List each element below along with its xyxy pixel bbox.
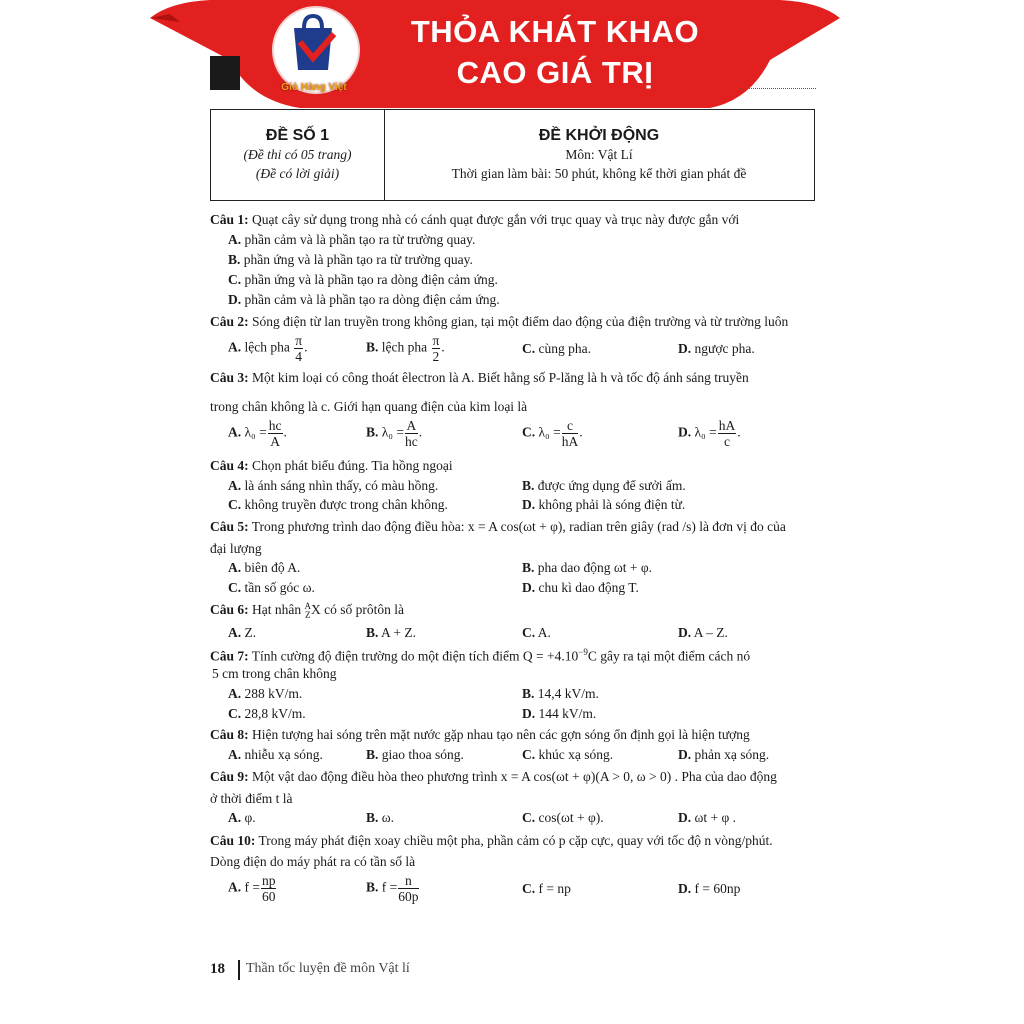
question-3-line2: trong chân không là c. Giới hạn quang điện của kim loại là [210,399,528,414]
q7-option-d: D. 144 kV/m. [522,706,597,721]
exam-subject: Môn: Vật Lí [565,147,633,162]
q2-option-a: A. lệch pha $\frac{\pi}{4}$ . [228,333,308,364]
q1-option-c: C. phần ứng và là phần tạo ra dòng điện cảm ứng. [228,272,498,287]
question-7: Câu 7: Tính cường độ điện trường do một điện tích điểm $Q = +4.10^{-9}C$ gây ra tại một điểm cách nó [210,647,751,664]
q4-option-d: D. không phải là sóng điện từ. [522,497,686,512]
q10-option-c: C. f = np [522,881,571,896]
q3-option-b: B. λ₀ = $\frac{A}{hc}$ . [366,418,423,449]
banner-slogan-line2: CAO GIÁ TRỊ [456,55,654,90]
q8-option-b: B. giao thoa sóng. [366,747,464,762]
fraction: $\frac{A}{hc}$ [405,418,418,449]
q6-option-b: B. A + Z. [366,625,417,640]
fraction: $\frac{n}{60p}$ [398,873,419,904]
q7-option-c: C. 28,8 kV/m. [228,706,306,721]
q3-option-c: C. λ₀ = $\frac{c}{hA}$ . [522,418,583,449]
q4-option-a: A. là ánh sáng nhìn thấy, có màu hồng. [228,478,439,493]
question-7-line2: 5 cm trong chân không [212,666,337,681]
fraction: $\frac{np}{60}$ [261,873,276,904]
q8-option-c: C. khúc xạ sóng. [522,747,614,762]
q3-option-d: D. λ₀ = $\frac{hA}{c}$ . [678,418,741,449]
q9-option-b: B. ω. [366,810,395,825]
q7-option-b: B. 14,4 kV/m. [522,686,599,701]
exam-title: ĐỀ KHỞI ĐỘNG [538,127,660,144]
dotted-divider [740,88,816,89]
fraction: $\frac{hA}{c}$ [718,418,736,449]
q2-option-d: D. ngược pha. [678,341,755,356]
q5-option-a: A. biên độ A. [228,560,301,575]
q4-option-c: C. không truyền được trong chân không. [228,497,448,512]
q10-option-d: D. f = 60np [678,881,741,896]
question-9: Câu 9: Một vật dao động điều hòa theo phương trình x = A cos(ωt + φ)(A > 0, ω > 0) . Pha của dao động [210,769,777,784]
q5-option-b: B. pha dao động ωt + φ. [522,560,653,575]
q9-option-a: A. φ. [228,810,256,825]
exam-header-right [384,110,814,200]
q5-option-d: D. chu kì dao động T. [522,580,639,595]
exam-time: Thời gian làm bài: 50 phút, không kể thời gian phát đề [451,166,747,181]
q5-option-c: C. tần số góc ω. [228,580,315,595]
fraction: $\frac{\pi}{2}$ [432,333,440,364]
question-label: Câu 1: [210,212,249,227]
logo-text: Giỏ Hàng Việt [281,82,347,93]
q8-option-d: D. phản xạ sóng. [678,747,770,762]
q6-option-c: C. A. [522,625,551,640]
q9-option-c: C. cos(ωt + φ). [522,810,604,825]
q9-option-d: D. ωt + φ . [678,810,737,825]
fraction: $\frac{\pi}{4}$ [295,333,303,364]
question-8: Câu 8: Hiện tượng hai sóng trên mặt nước gặp nhau tạo nên các gợn sóng ổn định gọi là hiện tượng [210,727,750,742]
question-5-line2: đại lượng [210,541,262,556]
q6-option-d: D. A – Z. [678,625,728,640]
question-4: Câu 4: Chọn phát biểu đúng. Tia hồng ngoại [210,458,453,473]
exam-header [210,109,815,201]
question-6: Câu 6: Hạt nhân A Z X có số prôtôn là [210,601,404,620]
fraction: $\frac{c}{hA}$ [561,418,579,449]
question-9-line2: ở thời điểm t là [210,791,293,806]
q8-option-a: A. nhiễu xạ sóng. [228,747,323,762]
footer-divider [238,960,240,980]
q6-option-a: A. Z. [228,625,257,640]
q1-option-a: A. phần cảm và là phần tạo ra từ trường quay. [228,232,476,247]
question-3: Câu 3: Một kim loại có công thoát êlectron là A. Biết hằng số P-lăng là h và tốc độ ánh sáng truyền [210,370,749,385]
fraction: $\frac{hc}{A}$ [268,418,282,449]
q2-option-b: B. lệch pha $\frac{\pi}{2}$ . [366,333,445,364]
page-number: 18 [210,961,225,977]
exam-pages-note: (Đề thi có 05 trang) [243,147,352,162]
nucleus-indices: A Z [304,601,311,620]
exam-header-left [211,110,385,200]
exam-solution-note: (Đề có lời giải) [255,166,340,181]
question-10-line2: Dòng điện do máy phát ra có tần số là [210,854,416,869]
question-text: Quạt cây sử dụng trong nhà có cánh quạt được gắn với trục quay và trục này được gắn với [248,212,740,227]
shopping-bag-icon [282,12,344,74]
q1-option-d: D. phần cảm và là phần tạo ra dòng điện cảm ứng. [228,292,500,307]
section-tab [210,56,240,90]
question-1 [210,212,739,228]
book-title: Thần tốc luyện đề môn Vật lí [246,961,410,976]
question-10: Câu 10: Trong máy phát điện xoay chiều một pha, phần cảm có p cặp cực, quay với tốc độ n vòng/phút. [210,833,773,848]
banner-slogan-line1: THỎA KHÁT KHAO [410,14,700,49]
q3-option-a: A. λ₀ = $\frac{hc}{A}$ . [228,418,287,449]
question-5: Câu 5: Trong phương trình dao động điều hòa: x = A cos(ωt + φ), radian trên giây (rad /s) là đơn vị đo của [210,519,786,534]
q1-option-b: B. phần ứng và là phần tạo ra từ trường quay. [228,252,473,267]
q7-option-a: A. 288 kV/m. [228,686,303,701]
q10-option-b: B. f = $\frac{n}{60p}$ [366,873,419,904]
exam-number: ĐỀ SỐ 1 [265,127,330,144]
q4-option-b: B. được ứng dụng để sưởi ấm. [522,478,686,493]
q2-option-c: C. cùng pha. [522,341,591,356]
q10-option-a: A. f = $\frac{np}{60}$ [228,873,276,904]
question-2: Câu 2: Sóng điện từ lan truyền trong không gian, tại một điểm dao động của điện trường và từ trường luôn [210,314,789,329]
